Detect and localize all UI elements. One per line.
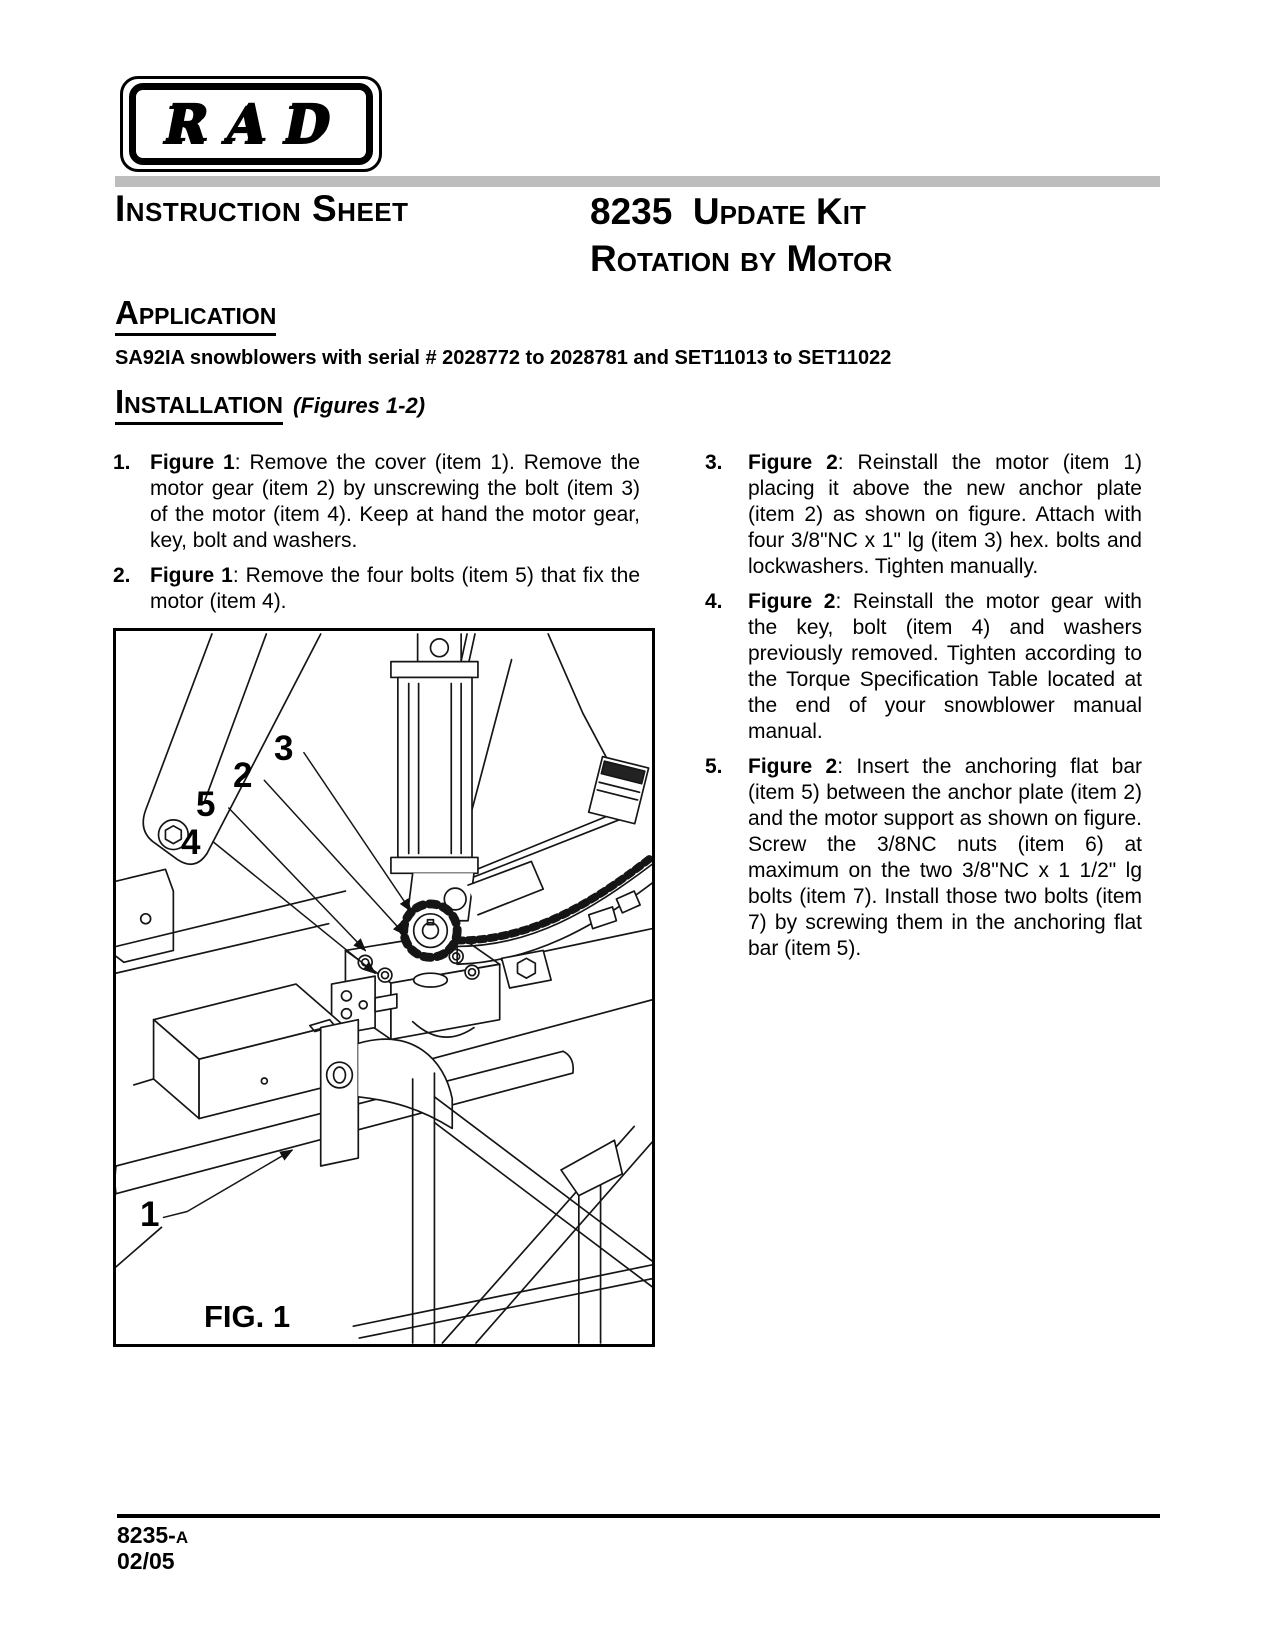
step-text: Figure 2: Reinstall the motor (item 1) placing it above the new anchor plate (item 2) as shown on figure. Attach with four 3/8"NC x 1" lg (item 3) hex. bolts and lockwashers. Tighten manually. [748,451,1142,578]
figure-1 [113,628,655,1347]
application-scope-text: SA92IA snowblowers with serial # 2028772 to 2028781 and SET11013 to SET11022 [115,347,892,369]
step-text: Figure 1: Remove the cover (item 1). Remove the motor gear (item 2) by unscrewing the bolt (item 3) of the motor (item 4). Keep at hand the motor gear, key, bolt and washers. [150,451,640,552]
application-heading: Application [115,294,276,336]
footer-rule [117,1514,1160,1518]
application-section [115,294,276,336]
motor-cylinder [391,634,543,921]
logo-text: RAD [166,93,350,154]
step-3 [705,450,1142,580]
install-steps-left-column [113,450,640,624]
pinion-gear [404,904,457,957]
frame-arm [116,634,321,962]
kit-title: 8235 Update Kit [590,191,866,232]
installation-heading: Installation [115,383,283,425]
step-number: 3. [705,451,723,474]
step-number: 5. [705,755,723,778]
step-number: 2. [113,564,131,587]
callout-3: 3 [274,729,294,768]
step-number: 4. [705,590,723,613]
label-plate [589,757,649,824]
kit-title-block [590,188,892,282]
step-2 [113,563,640,615]
callout-4: 4 [181,823,201,862]
installation-section [115,383,425,425]
install-steps-right-column [705,450,1142,971]
logo-inner-frame [129,83,373,165]
technical-drawing [116,631,652,1344]
step-1 [113,450,640,554]
callout-5: 5 [196,785,216,824]
step-text: Figure 2: Reinstall the motor gear with the key, bolt (item 4) and washers previously removed. Tighten according to the Torque Specification Table located at the end of your snowblower manual manual. [748,590,1142,743]
step-text: Figure 1: Remove the four bolts (item 5) that fix the motor (item 4). [150,564,641,613]
step-number: 1. [113,451,131,474]
callout-2: 2 [233,756,253,795]
doc-code-line [117,1522,188,1551]
step-5 [705,754,1142,962]
callout-1: 1 [140,1195,160,1234]
doc-code: 8235- [117,1522,176,1548]
installation-figures-note: (Figures 1-2) [293,393,426,418]
kit-subtitle: Rotation by Motor [590,238,892,279]
rad-logo [120,76,382,172]
doc-type-title: Instruction Sheet [115,188,409,229]
header-divider-bar [115,176,1160,187]
doc-revision: A [175,1528,189,1547]
figure-caption: FIG. 1 [204,1299,291,1334]
step-4 [705,589,1142,745]
doc-date: 02/05 [117,1548,175,1574]
step-text: Figure 2: Insert the anchoring flat bar (item 5) between the anchor plate (item 2) and the motor support as shown on figure. Screw the 3/8NC nuts (item 6) at maximum on the two 3/8"NC x 1 1/2" lg bolts (item 7). Install those two bolts (item 7) by screwing them in the anchoring flat bar (item 5). [748,755,1142,960]
